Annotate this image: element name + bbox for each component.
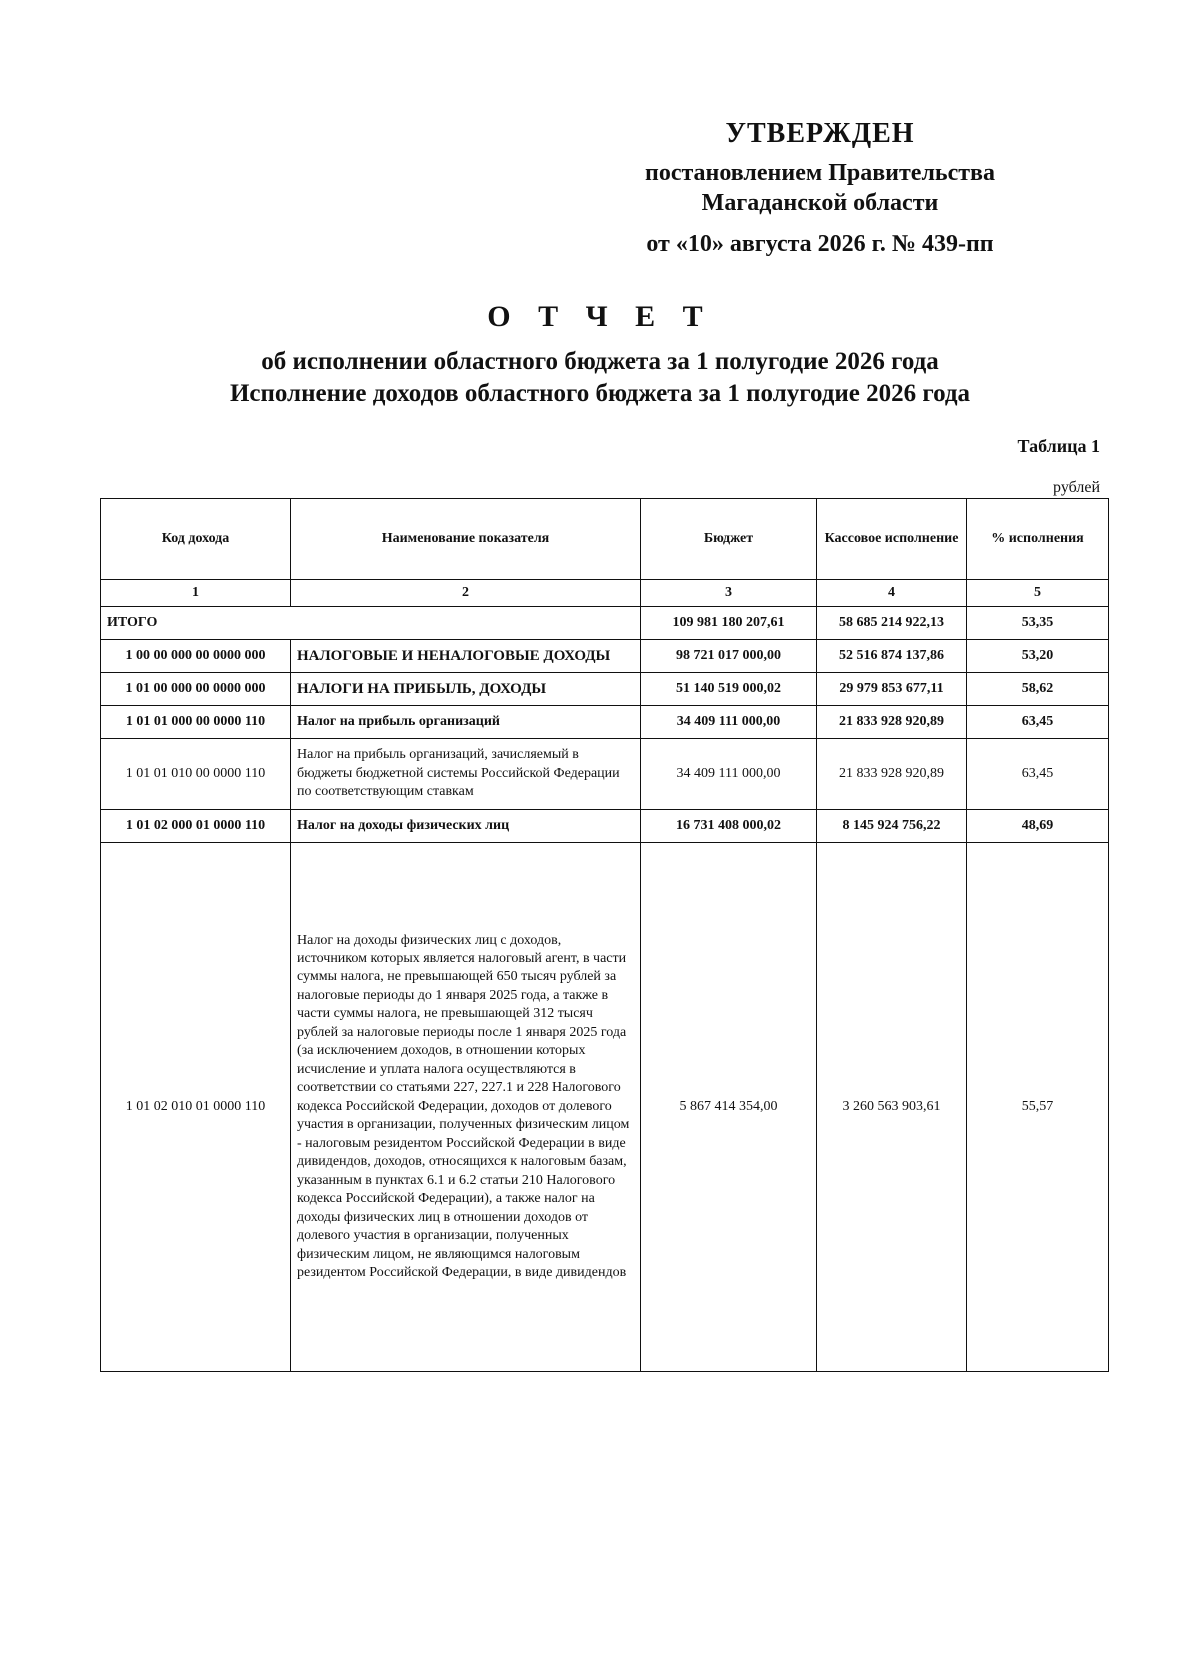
percent-cell: 63,45	[967, 706, 1109, 739]
percent-cell: 58,62	[967, 673, 1109, 706]
table-row	[101, 739, 1109, 810]
name-cell: НАЛОГОВЫЕ И НЕНАЛОГОВЫЕ ДОХОДЫ	[291, 640, 641, 673]
table-label: Таблица 1	[1017, 436, 1100, 456]
percent-cell: 55,57	[967, 843, 1109, 1372]
actual-cell: 21 833 928 920,89	[817, 739, 967, 810]
percent-cell: 48,69	[967, 810, 1109, 843]
percent-cell: 53,20	[967, 640, 1109, 673]
name-cell: Налог на прибыль организаций	[291, 706, 641, 739]
total-label: ИТОГО	[101, 607, 641, 640]
table-row	[101, 810, 1109, 843]
column-number: 2	[291, 580, 641, 607]
approval-title: УТВЕРЖДЕН	[725, 118, 915, 149]
revenue-table	[100, 498, 1109, 1372]
table-row	[101, 640, 1109, 673]
report-subtitle-1: об исполнении областного бюджета за 1 полугодие 2026 года	[261, 348, 939, 375]
budget-cell: 5 867 414 354,00	[641, 843, 817, 1372]
actual-cell: 8 145 924 756,22	[817, 810, 967, 843]
budget-cell: 16 731 408 000,02	[641, 810, 817, 843]
header-code: Код дохода	[101, 499, 291, 580]
code-cell: 1 01 01 010 00 0000 110	[101, 739, 291, 810]
code-cell: 1 01 02 000 01 0000 110	[101, 810, 291, 843]
approval-line-2: Магаданской области	[701, 190, 939, 216]
report-title: О Т Ч Е Т	[487, 300, 713, 333]
budget-cell: 109 981 180 207,61	[641, 607, 817, 640]
column-number-row	[101, 580, 1109, 607]
budget-cell: 34 409 111 000,00	[641, 706, 817, 739]
name-cell: Налог на доходы физических лиц с доходов, источником которых является налоговый агент, в части суммы налога, не превышающей 650 тысяч рублей за налоговые периоды до 1 января 2025 года, а также в части суммы налога, не превышающей 312 тысяч рублей за налоговые периоды после 1 января 2025 года (за исключением доходов, в отношении которых исчисление и уплата налога осуществляются в соответствии со статьями 227, 227.1 и 228 Налогового кодекса Российской Федерации, доходов от долевого участия в организации, полученных физическим лицом - налоговым резидентом Российской Федерации в виде дивидендов, доходов, относящихся к налоговым базам, указанным в пунктах 6.1 и 6.2 статьи 210 Налогового кодекса Российской Федерации), а также налог на доходы физических лиц в отношении доходов от долевого участия в организации, полученных физическим лицом, не являющимся налоговым резидентом Российской Федерации, в виде дивидендов	[291, 843, 641, 1372]
column-number: 5	[967, 580, 1109, 607]
percent-cell: 53,35	[967, 607, 1109, 640]
header-name: Наименование показателя	[291, 499, 641, 580]
code-cell: 1 01 02 010 01 0000 110	[101, 843, 291, 1372]
percent-cell: 63,45	[967, 739, 1109, 810]
report-subtitle-2: Исполнение доходов областного бюджета за 1 полугодие 2026 года	[229, 380, 971, 407]
table-row	[101, 843, 1109, 1372]
actual-cell: 21 833 928 920,89	[817, 706, 967, 739]
budget-cell: 34 409 111 000,00	[641, 739, 817, 810]
table-header-row	[101, 499, 1109, 580]
name-cell: Налог на прибыль организаций, зачисляемый в бюджеты бюджетной системы Российской Федерации по соответствующим ставкам	[291, 739, 641, 810]
approval-line-3: от «10» августа 2026 г. № 439-пп	[646, 231, 994, 257]
code-cell: 1 01 01 000 00 0000 110	[101, 706, 291, 739]
code-cell: 1 00 00 000 00 0000 000	[101, 640, 291, 673]
table-row	[101, 706, 1109, 739]
approval-line-1: постановлением Правительства	[644, 160, 995, 186]
name-cell: НАЛОГИ НА ПРИБЫЛЬ, ДОХОДЫ	[291, 673, 641, 706]
code-cell: 1 01 00 000 00 0000 000	[101, 673, 291, 706]
budget-cell: 98 721 017 000,00	[641, 640, 817, 673]
actual-cell: 58 685 214 922,13	[817, 607, 967, 640]
column-number: 4	[817, 580, 967, 607]
header-percent: % исполнения	[967, 499, 1109, 580]
table-row	[101, 673, 1109, 706]
budget-cell: 51 140 519 000,02	[641, 673, 817, 706]
units-label: рублей	[1053, 479, 1100, 496]
header-actual: Кассовое исполнение	[817, 499, 967, 580]
column-number: 3	[641, 580, 817, 607]
name-cell: Налог на доходы физических лиц	[291, 810, 641, 843]
actual-cell: 29 979 853 677,11	[817, 673, 967, 706]
column-number: 1	[101, 580, 291, 607]
table-row-total	[101, 607, 1109, 640]
actual-cell: 3 260 563 903,61	[817, 843, 967, 1372]
actual-cell: 52 516 874 137,86	[817, 640, 967, 673]
header-budget: Бюджет	[641, 499, 817, 580]
